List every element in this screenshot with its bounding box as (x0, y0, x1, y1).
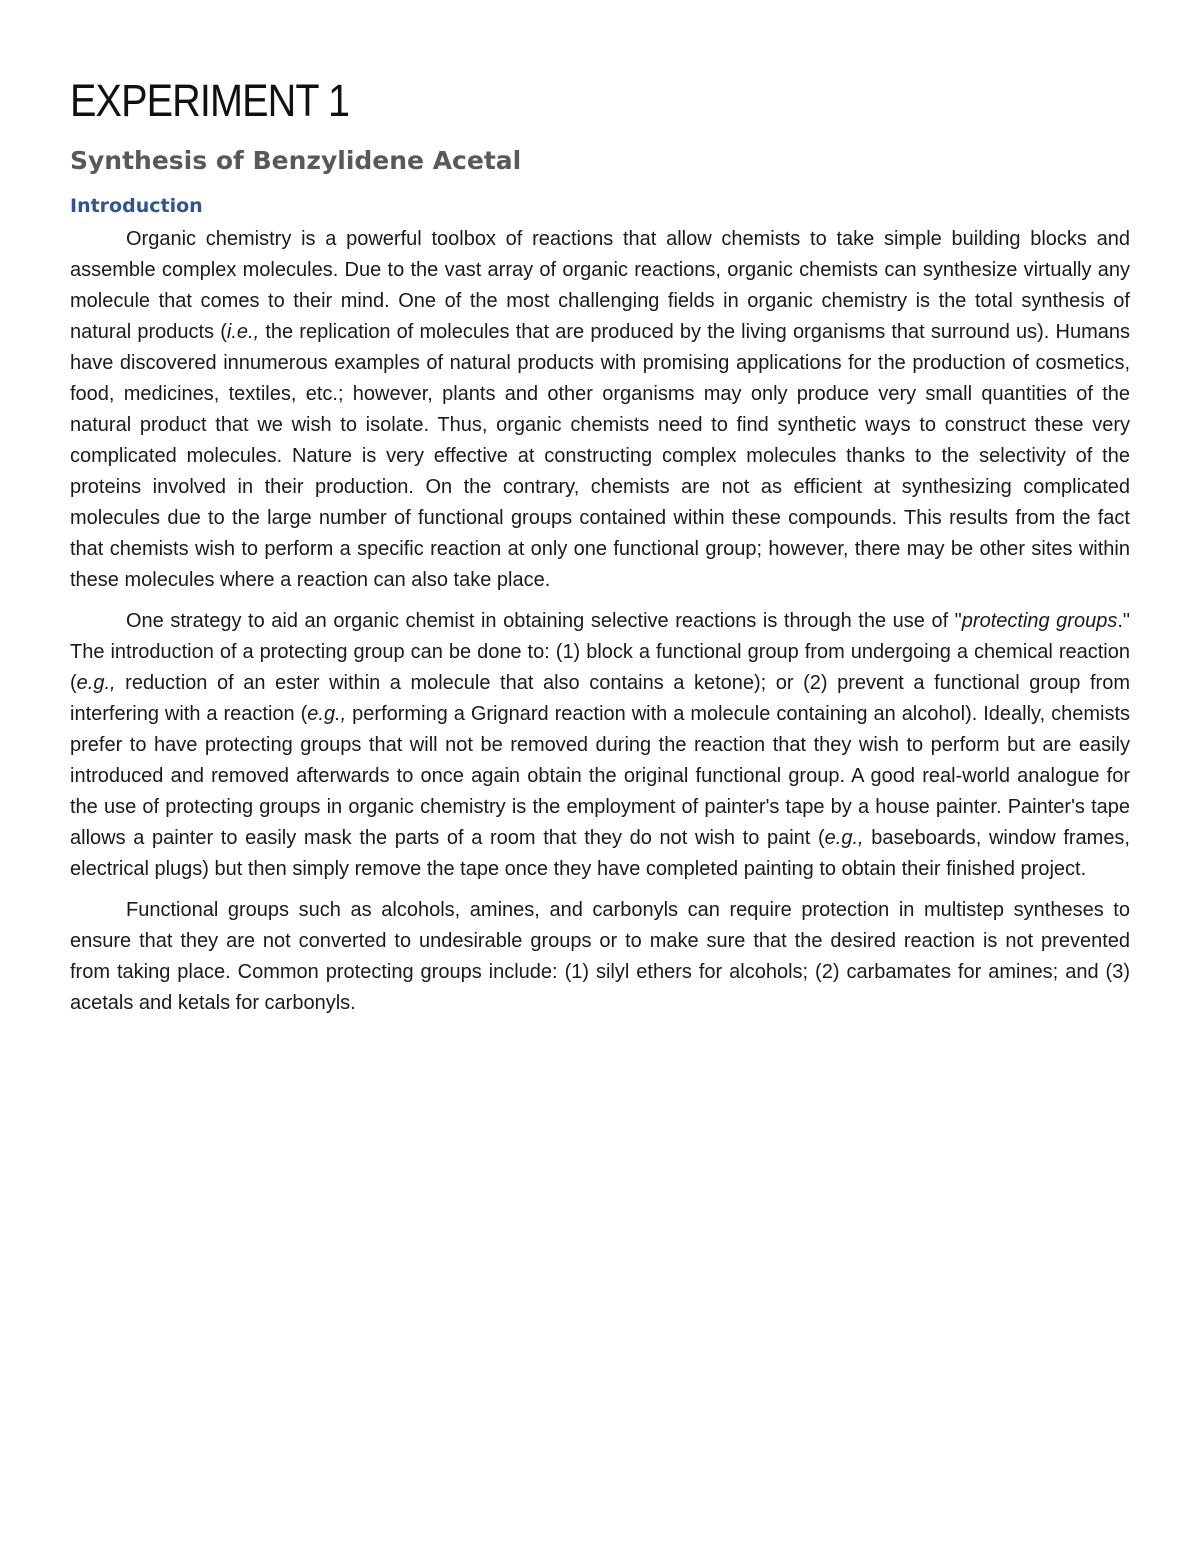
intro-paragraph-2 (70, 606, 1130, 885)
text-run: Functional groups such as alcohols, amines, and carbonyls can require protection in multistep syntheses to ensure that they are not converted to undesirable groups or to make sure that the desired reaction is not prevented from taking place. Common protecting groups include: (1) silyl ethers for alcohols; (2) carbamates for amines; and (3) acetals and ketals for carbonyls. (70, 899, 1130, 1014)
italic-text-run: i.e., (226, 321, 260, 343)
text-run: ." The introduction of a protecting group can be done to: (1) block a functional group from undergoing a chemical reaction ( (70, 610, 1130, 694)
text-run: performing a Grignard reaction with a molecule containing an alcohol). Ideally, chemists prefer to have protecting groups that will not be removed during the reaction that they wish to perform but are easily introduced and removed afterwards to once again obtain the original functional group. A good real-world analogue for the use of protecting groups in organic chemistry is the employment of painter's tape by a house painter. Painter's tape allows a painter to easily mask the parts of a room that they do not wish to paint ( (70, 703, 1130, 849)
experiment-subtitle: Synthesis of Benzylidene Acetal (70, 146, 522, 175)
text-run: Organic chemistry is a powerful toolbox of reactions that allow chemists to take simple building blocks and assemble complex molecules. Due to the vast array of organic reactions, organic chemists can synthesize virtually any molecule that comes to their mind. One of the most challenging fields in organic chemistry is the total synthesis of natural products ( (70, 228, 1130, 343)
text-run: One strategy to aid an organic chemist in obtaining selective reactions is through the use of " (126, 610, 962, 632)
section-heading-introduction: Introduction (70, 195, 203, 217)
document-page (70, 72, 1130, 1019)
italic-text-run: e.g., (824, 827, 864, 849)
text-run: reduction of an ester within a molecule that also contains a ketone); or (2) prevent a functional group from interfering with a reaction ( (70, 672, 1130, 725)
intro-paragraph-1 (70, 224, 1130, 596)
intro-paragraph-3 (70, 895, 1130, 1019)
italic-text-run: e.g., (307, 703, 347, 725)
page-title: EXPERIMENT 1 (70, 75, 350, 126)
text-run: the replication of molecules that are produced by the living organisms that surround us). Humans have discovered innumerous examples of natural products with promising applications for the production of cosmetics, food, medicines, textiles, etc.; however, plants and other organisms may only produce very small quantities of the natural product that we wish to isolate. Thus, organic chemists need to find synthetic ways to construct these very complicated molecules. Nature is very effective at constructing complex molecules thanks to the selectivity of the proteins involved in their production. On the contrary, chemists are not as efficient at synthesizing complicated molecules due to the large number of functional groups contained within these compounds. This results from the fact that chemists wish to perform a specific reaction at only one functional group; however, there may be other sites within these molecules where a reaction can also take place. (70, 321, 1131, 591)
text-run: baseboards, window frames, electrical plugs) but then simply remove the tape once they have completed painting to obtain their finished project. (70, 827, 1130, 880)
italic-text-run: e.g., (76, 672, 116, 694)
italic-text-run: protecting groups (961, 610, 1118, 632)
